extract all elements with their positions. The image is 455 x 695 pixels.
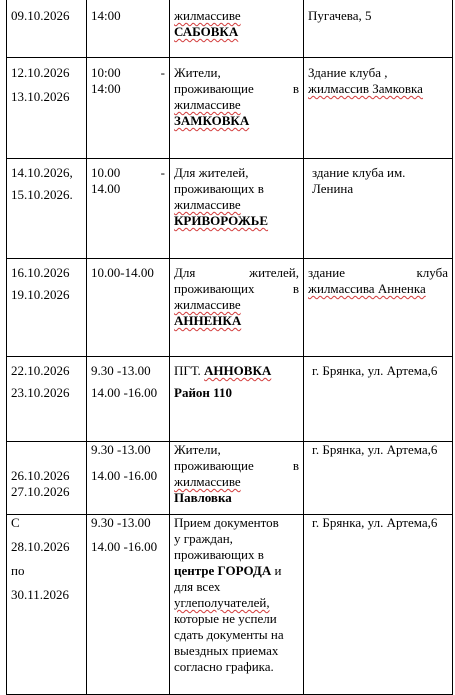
date-text: С xyxy=(11,515,20,530)
audience-text: Жители, xyxy=(174,65,221,80)
audience-word: в xyxy=(292,458,299,473)
place-text: здание клуба им. xyxy=(312,165,406,180)
audience-cell xyxy=(170,0,304,58)
date-cell xyxy=(7,515,87,695)
place-cell xyxy=(304,58,453,159)
place-text: жилмассива Анненка xyxy=(308,281,426,296)
locality-name: САБОВКА xyxy=(174,24,239,39)
audience-word: проживающих xyxy=(174,281,255,296)
audience-text: жилмассиве xyxy=(174,97,241,112)
date-text: 26.10.2026 xyxy=(11,468,70,483)
audience-line xyxy=(174,81,299,97)
audience-text: у граждан, xyxy=(174,531,233,546)
audience-text: проживающих в xyxy=(174,181,264,196)
time-cell xyxy=(87,0,170,58)
audience-word: жителей, xyxy=(249,265,299,280)
locality-name: КРИВОРОЖЬЕ xyxy=(174,213,269,228)
audience-text: жилмассиве xyxy=(174,197,241,212)
place-text: г. Брянка, ул. Артема,6 xyxy=(312,515,438,530)
time-cell xyxy=(87,357,170,442)
audience-text: для всех xyxy=(174,579,221,594)
date-cell xyxy=(7,357,87,442)
time-dash: - xyxy=(160,165,165,180)
table-row xyxy=(7,357,453,442)
date-text: 22.10.2026 xyxy=(11,363,70,378)
time-cell xyxy=(87,159,170,259)
place-text: г. Брянка, ул. Артема,6 xyxy=(312,363,438,378)
date-text: 19.10.2026 xyxy=(11,287,70,302)
time-text: 10.00-14.00 xyxy=(91,265,154,280)
time-range xyxy=(91,65,165,81)
audience-line xyxy=(174,563,299,579)
audience-line xyxy=(174,458,299,474)
audience-text: углеполучателей, xyxy=(174,595,270,610)
locality-name: Павловка xyxy=(174,490,232,505)
date-cell xyxy=(7,159,87,259)
time-text: 9.30 -13.00 xyxy=(91,515,151,530)
audience-word: Для xyxy=(174,265,196,280)
place-cell xyxy=(304,515,453,695)
date-text: 14.10.2026, xyxy=(11,165,73,180)
audience-text: жилмассиве xyxy=(174,8,241,23)
time-text: 14:00 xyxy=(91,8,121,23)
locality-name: АННЕНКА xyxy=(174,313,242,328)
district-name: Район 110 xyxy=(174,385,232,400)
audience-text: которые не успели xyxy=(174,611,277,626)
audience-line xyxy=(174,363,299,379)
table-row xyxy=(7,515,453,695)
time-end: 14.00 xyxy=(91,181,121,196)
time-text: 9.30 -13.00 xyxy=(91,442,151,457)
place-cell xyxy=(304,0,453,58)
audience-cell xyxy=(170,159,304,259)
date-text: 12.10.2026 xyxy=(11,65,70,80)
date-cell xyxy=(7,0,87,58)
time-dash: - xyxy=(160,65,165,80)
audience-cell xyxy=(170,515,304,695)
table-row xyxy=(7,259,453,357)
audience-line xyxy=(174,265,299,281)
time-start: 10.00 xyxy=(91,165,121,180)
table-row xyxy=(7,442,453,515)
audience-text: выездных приемах xyxy=(174,643,279,658)
table-row xyxy=(7,0,453,58)
conjunction: и xyxy=(274,563,282,578)
place-text: Ленина xyxy=(312,181,354,196)
audience-text: Жители, xyxy=(174,442,221,457)
audience-text: сдать документы на xyxy=(174,627,284,642)
place-text: Здание клуба , xyxy=(308,65,388,80)
time-cell xyxy=(87,259,170,357)
table-row xyxy=(7,58,453,159)
date-text: 15.10.2026. xyxy=(11,187,73,202)
date-cell xyxy=(7,58,87,159)
audience-text: Для жителей, xyxy=(174,165,249,180)
date-text: 27.10.2026 xyxy=(11,484,70,499)
table-row xyxy=(7,159,453,259)
date-text: 13.10.2026 xyxy=(11,89,70,104)
place-text: жилмассив Замковка xyxy=(308,81,423,96)
place-cell xyxy=(304,357,453,442)
date-cell xyxy=(7,259,87,357)
time-end: 14:00 xyxy=(91,81,121,96)
place-text: г. Брянка, ул. Артема,6 xyxy=(312,442,438,457)
audience-word: проживающие xyxy=(174,81,254,96)
place-cell xyxy=(304,159,453,259)
audience-word: в xyxy=(292,281,299,296)
date-text: 30.11.2026 xyxy=(11,587,70,602)
settlement-prefix: ПГТ. xyxy=(174,363,201,378)
date-text: 16.10.2026 xyxy=(11,265,70,280)
schedule-table xyxy=(6,0,453,695)
place-cell xyxy=(304,259,453,357)
audience-word: проживающие xyxy=(174,458,254,473)
date-text: по xyxy=(11,563,25,578)
audience-cell xyxy=(170,357,304,442)
audience-cell xyxy=(170,259,304,357)
place-text: Пугачева, 5 xyxy=(308,8,372,23)
time-text: 14.00 -16.00 xyxy=(91,468,158,483)
audience-text: согласно графика. xyxy=(174,659,274,674)
place-word: здание xyxy=(308,265,345,280)
date-cell xyxy=(7,442,87,515)
place-line xyxy=(308,265,448,281)
time-text: 14.00 -16.00 xyxy=(91,539,158,554)
audience-text: проживающих в xyxy=(174,547,264,562)
audience-line xyxy=(174,281,299,297)
audience-text: жилмассиве xyxy=(174,297,241,312)
place-word: клуба xyxy=(416,265,448,280)
time-cell xyxy=(87,442,170,515)
locality-name: центре ГОРОДА xyxy=(174,563,272,578)
audience-cell xyxy=(170,58,304,159)
audience-word: в xyxy=(292,81,299,96)
date-text: 23.10.2026 xyxy=(11,385,70,400)
date-text: 28.10.2026 xyxy=(11,539,70,554)
time-range xyxy=(91,165,165,181)
time-text: 9.30 -13.00 xyxy=(91,363,151,378)
locality-name: ЗАМКОВКА xyxy=(174,113,250,128)
audience-text: жилмассиве xyxy=(174,474,241,489)
time-cell xyxy=(87,58,170,159)
audience-cell xyxy=(170,442,304,515)
time-text: 14.00 -16.00 xyxy=(91,385,158,400)
date-text: 09.10.2026 xyxy=(11,8,70,23)
locality-name: АННОВКА xyxy=(204,363,272,378)
audience-text: Прием документов xyxy=(174,515,279,530)
place-cell xyxy=(304,442,453,515)
time-cell xyxy=(87,515,170,695)
time-start: 10:00 xyxy=(91,65,121,80)
